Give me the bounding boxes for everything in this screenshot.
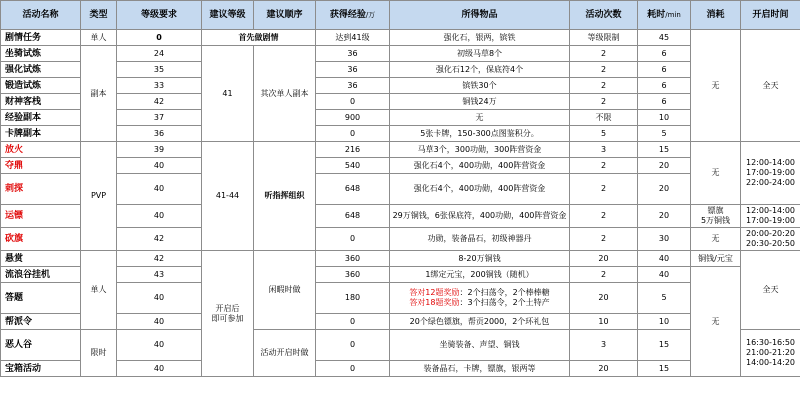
- activity-name: 剧情任务: [1, 30, 81, 46]
- items: 铜钱24万: [390, 94, 570, 110]
- time-cost: 5: [638, 126, 691, 142]
- open-time-slot: 20:00-20:20: [746, 229, 795, 238]
- open-pvp: [741, 142, 800, 205]
- activity-type: 限时: [81, 330, 117, 377]
- escort-consume: [691, 205, 741, 228]
- times: 2: [570, 267, 638, 283]
- times: 2: [570, 205, 638, 228]
- header-items: 所得物品: [390, 1, 570, 30]
- activity-name: 流浪谷挂机: [1, 267, 81, 283]
- table-row: [1, 283, 800, 314]
- level-req: 24: [117, 46, 202, 62]
- consume-none: 无: [691, 142, 741, 205]
- exp: 36: [316, 78, 390, 94]
- activity-name: 恶人谷: [1, 330, 81, 361]
- open-time-slot: 17:00-19:00: [746, 168, 795, 177]
- exp: 540: [316, 158, 390, 174]
- header-suggest-order: 建议顺序: [254, 1, 316, 30]
- times: 2: [570, 174, 638, 205]
- chop-open-time: [741, 228, 800, 251]
- exp: 648: [316, 205, 390, 228]
- header-open-time: 开启时间: [741, 1, 800, 30]
- suggest-level: 41-44: [202, 142, 254, 251]
- items: 无: [390, 110, 570, 126]
- header-consume: 消耗: [691, 1, 741, 30]
- items: 强化石4个，400功勋，400阵营资金: [390, 174, 570, 205]
- activity-name: 帮派令: [1, 314, 81, 330]
- table-row: [1, 158, 800, 174]
- table-row: [1, 174, 800, 205]
- header-exp-label: 获得经验: [329, 10, 366, 20]
- times: 2: [570, 158, 638, 174]
- times: 2: [570, 228, 638, 251]
- time-cost: 40: [638, 267, 691, 283]
- time-cost: 20: [638, 205, 691, 228]
- times: 2: [570, 94, 638, 110]
- header-times: 活动次数: [570, 1, 638, 30]
- exp: 0: [316, 126, 390, 142]
- table-row: [1, 126, 800, 142]
- times: 3: [570, 142, 638, 158]
- activity-name: 悬赏: [1, 251, 81, 267]
- exp: 36: [316, 62, 390, 78]
- time-cost: 6: [638, 94, 691, 110]
- activity-name: 放火: [1, 142, 81, 158]
- level-req: 40: [117, 158, 202, 174]
- activity-name: 夺鼎: [1, 158, 81, 174]
- time-cost: 30: [638, 228, 691, 251]
- open-all-day: 全天: [741, 30, 800, 142]
- table-row: [1, 46, 800, 62]
- items: 镔铁30个: [390, 78, 570, 94]
- table-row: [1, 314, 800, 330]
- exp: 0: [316, 94, 390, 110]
- header-exp: [316, 1, 390, 30]
- table-row: [1, 110, 800, 126]
- items: 强化石12个，保底符4个: [390, 62, 570, 78]
- activity-name: 锻造试炼: [1, 78, 81, 94]
- escort-open-time: [741, 205, 800, 228]
- activity-name: 宝箱活动: [1, 361, 81, 377]
- open-time-slot: 14:00-14:20: [746, 358, 795, 367]
- exp: 900: [316, 110, 390, 126]
- activity-name: 坐骑试炼: [1, 46, 81, 62]
- suggest-order: 闲暇时做: [254, 251, 316, 330]
- activity-type: 单人: [81, 251, 117, 330]
- times: 2: [570, 46, 638, 62]
- header-name: 活动名称: [1, 1, 81, 30]
- exp: 180: [316, 283, 390, 314]
- suggest-order: 其次单人副本: [254, 46, 316, 142]
- activity-name: 运镖: [1, 205, 81, 228]
- level-req: 0: [117, 30, 202, 46]
- activity-type: 副本: [81, 46, 117, 142]
- items: 5张卡牌，150-300点图鉴积分。: [390, 126, 570, 142]
- activity-name: 砍旗: [1, 228, 81, 251]
- items: 1绑定元宝，200铜钱（随机）: [390, 267, 570, 283]
- quiz-reward-18-label: 答对18题奖励: [409, 298, 460, 307]
- open-all-day: 全天: [741, 251, 800, 330]
- level-req: 40: [117, 283, 202, 314]
- activity-type: PVP: [81, 142, 117, 251]
- level-req: 42: [117, 94, 202, 110]
- header-time-label: 耗时: [647, 10, 666, 20]
- level-req: 33: [117, 78, 202, 94]
- open-time-slot: 16:30-16:50: [746, 338, 795, 347]
- open-time-slot: 12:00-14:00: [746, 158, 795, 167]
- header-exp-unit: /万: [365, 11, 376, 19]
- time-cost: 15: [638, 330, 691, 361]
- exp: 36: [316, 46, 390, 62]
- time-cost: 6: [638, 62, 691, 78]
- activity-name: 刺探: [1, 174, 81, 205]
- quiz-reward-12-label: 答对12题奖励: [409, 288, 460, 297]
- items: 8-20万铜钱: [390, 251, 570, 267]
- time-cost: 15: [638, 142, 691, 158]
- exp: 0: [316, 314, 390, 330]
- open-time-slot: 20:30-20:50: [746, 239, 795, 248]
- consume-none: 无: [691, 267, 741, 377]
- suggest-can-join: 即可参加: [211, 313, 244, 323]
- table-row: [1, 205, 800, 228]
- header-type: 类型: [81, 1, 117, 30]
- exp: 0: [316, 361, 390, 377]
- exp: 360: [316, 251, 390, 267]
- table-row: [1, 62, 800, 78]
- limited-open-time: [741, 330, 800, 377]
- header-time-unit: /min: [665, 11, 681, 19]
- level-req: 40: [117, 174, 202, 205]
- times: 10: [570, 314, 638, 330]
- level-req: 40: [117, 314, 202, 330]
- exp: 达到41级: [316, 30, 390, 46]
- activity-name: 答题: [1, 283, 81, 314]
- items: 初级马草8个: [390, 46, 570, 62]
- consume-none: 无: [691, 228, 741, 251]
- time-cost: 45: [638, 30, 691, 46]
- open-time-slot: 21:00-21:20: [746, 348, 795, 357]
- level-req: 42: [117, 251, 202, 267]
- open-time-slot: 12:00-14:00: [746, 206, 795, 215]
- level-req: 37: [117, 110, 202, 126]
- level-req: 35: [117, 62, 202, 78]
- times: 2: [570, 62, 638, 78]
- level-req: 40: [117, 361, 202, 377]
- header-time-cost: [638, 1, 691, 30]
- times: 5: [570, 126, 638, 142]
- time-cost: 20: [638, 158, 691, 174]
- level-req: 43: [117, 267, 202, 283]
- table-row: [1, 251, 800, 267]
- time-cost: 6: [638, 46, 691, 62]
- time-cost: 15: [638, 361, 691, 377]
- suggest-level: [202, 251, 254, 377]
- quiz-reward-18-detail: ：3个扫荡令，2个土特产: [459, 298, 550, 307]
- items: 29万铜钱，6张保底符，400功勋，400阵营资金: [390, 205, 570, 228]
- activity-name: 经验副本: [1, 110, 81, 126]
- quiz-reward-18: [392, 298, 567, 308]
- activity-name: 财神客栈: [1, 94, 81, 110]
- items: 坐骑装备、声望、铜钱: [390, 330, 570, 361]
- suggest-order: 听指挥组织: [254, 142, 316, 251]
- table-row: [1, 228, 800, 251]
- level-req: 42: [117, 228, 202, 251]
- items: 强化石，银两，镔铁: [390, 30, 570, 46]
- time-cost: 10: [638, 110, 691, 126]
- escort-consume-money: 5万铜钱: [700, 216, 731, 225]
- times: 不限: [570, 110, 638, 126]
- suggest-order: 首先做剧情: [202, 30, 316, 46]
- activity-type: 单人: [81, 30, 117, 46]
- consume-none: 无: [691, 30, 741, 142]
- exp: 0: [316, 228, 390, 251]
- table-row: [1, 330, 800, 361]
- table-row: [1, 361, 800, 377]
- times: 等级限制: [570, 30, 638, 46]
- level-req: 40: [117, 205, 202, 228]
- table-row: [1, 94, 800, 110]
- time-cost: 5: [638, 283, 691, 314]
- suggest-after-open: 开启后: [215, 303, 240, 313]
- time-cost: 40: [638, 251, 691, 267]
- times: 20: [570, 361, 638, 377]
- items: 强化石4个，400功勋，400阵营资金: [390, 158, 570, 174]
- items: 功勋，装备晶石，初级神器丹: [390, 228, 570, 251]
- table-row: [1, 142, 800, 158]
- header-row: [1, 1, 800, 30]
- activity-name: 强化试炼: [1, 62, 81, 78]
- suggest-order: 活动开启时做: [254, 330, 316, 377]
- escort-consume-flag: 镖旗: [707, 206, 724, 215]
- times: 20: [570, 251, 638, 267]
- table-row: [1, 30, 800, 46]
- items: [390, 283, 570, 314]
- times: 20: [570, 283, 638, 314]
- quiz-reward-12: [392, 288, 567, 298]
- header-suggest-level: 建议等级: [202, 1, 254, 30]
- exp: 360: [316, 267, 390, 283]
- activity-name: 卡牌副本: [1, 126, 81, 142]
- items: 装备晶石，卡牌，镖旗，银两等: [390, 361, 570, 377]
- level-req: 39: [117, 142, 202, 158]
- open-time-slot: 22:00-24:00: [746, 178, 795, 187]
- time-cost: 20: [638, 174, 691, 205]
- table-row: [1, 78, 800, 94]
- exp: 648: [316, 174, 390, 205]
- items: 20个绿色镖旗，帮贡2000，2个环礼包: [390, 314, 570, 330]
- table-row: [1, 267, 800, 283]
- exp: 0: [316, 330, 390, 361]
- items: 马草3个，300功勋，300阵营资金: [390, 142, 570, 158]
- level-req: 36: [117, 126, 202, 142]
- bounty-consume: 铜钱/元宝: [691, 251, 741, 267]
- times: 2: [570, 78, 638, 94]
- time-cost: 6: [638, 78, 691, 94]
- exp: 216: [316, 142, 390, 158]
- quiz-reward-12-detail: ：2个扫荡令，2个棒棒糖: [459, 288, 550, 297]
- open-time-slot: 17:00-19:00: [746, 216, 795, 225]
- header-level-req: 等级要求: [117, 1, 202, 30]
- suggest-level: 41: [202, 46, 254, 142]
- level-req: 40: [117, 330, 202, 361]
- time-cost: 10: [638, 314, 691, 330]
- times: 3: [570, 330, 638, 361]
